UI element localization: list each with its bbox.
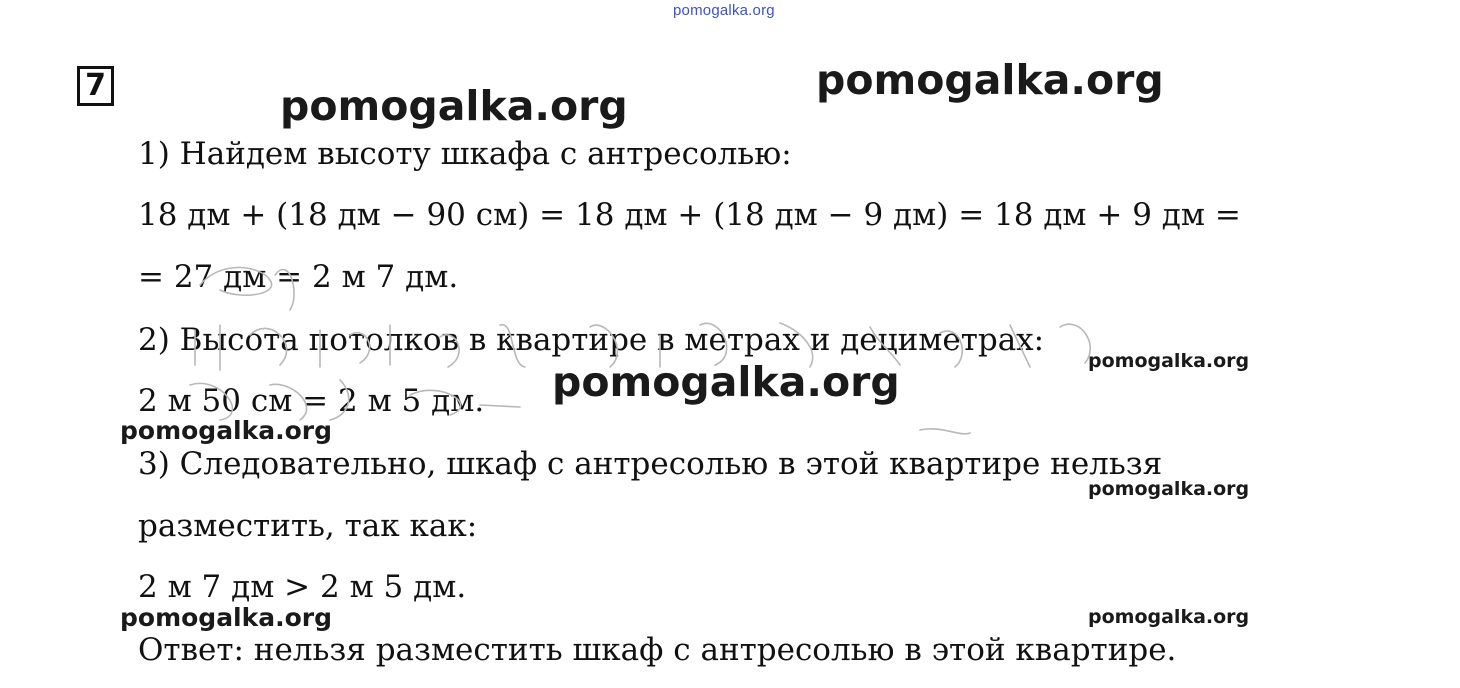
solution-line-2: 18 дм + (18 дм − 90 см) = 18 дм + (18 дм − 9 дм) = 18 дм + 9 дм =	[138, 197, 1241, 233]
watermark-large-center: pomogalka.org	[552, 358, 900, 406]
watermark-small-left-1: pomogalka.org	[120, 416, 333, 445]
watermark-large-right: pomogalka.org	[816, 56, 1164, 104]
watermark-small-left-2: pomogalka.org	[120, 603, 333, 632]
watermark-small-right-3: pomogalka.org	[1088, 606, 1250, 628]
solution-line-6: 3) Следовательно, шкаф с антресолью в этой квартире нельзя	[138, 446, 1163, 482]
watermark-top: pomogalka.org	[673, 2, 775, 19]
solution-line-4: 2) Высота потолков в квартире в метрах и дециметрах:	[138, 322, 1045, 358]
answer-line: Ответ: нельзя разместить шкаф с антресолью в этой квартире.	[138, 632, 1177, 668]
watermark-small-right-1: pomogalka.org	[1088, 350, 1250, 372]
watermark-large-left: pomogalka.org	[280, 82, 628, 130]
solution-line-7: разместить, так как:	[138, 508, 478, 544]
solution-line-5: 2 м 50 см = 2 м 5 дм.	[138, 383, 485, 419]
task-number-box: 7	[77, 66, 114, 106]
solution-line-1: 1) Найдем высоту шкафа с антресолью:	[138, 136, 792, 172]
solution-line-8: 2 м 7 дм > 2 м 5 дм.	[138, 569, 467, 605]
watermark-small-right-2: pomogalka.org	[1088, 478, 1250, 500]
solution-line-3: = 27 дм = 2 м 7 дм.	[138, 259, 459, 295]
